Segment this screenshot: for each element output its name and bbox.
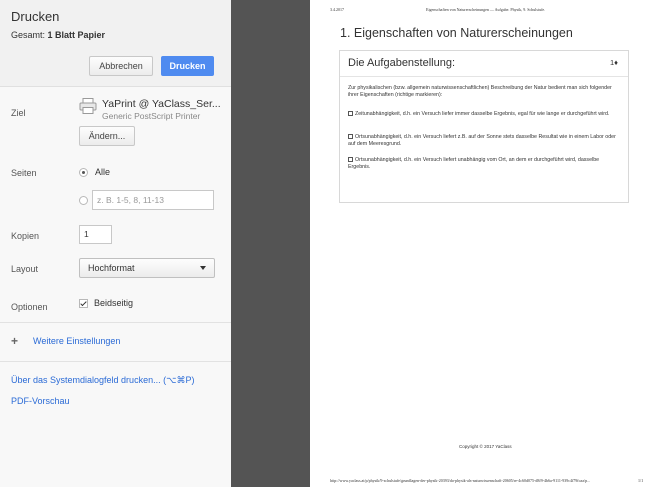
system-dialog-link[interactable]: Über das Systemdialogfeld drucken... (⌥⌘P) [11, 375, 195, 385]
preview-gutter [231, 0, 310, 487]
destination-label: Ziel [11, 108, 26, 118]
divider [0, 322, 231, 323]
plus-icon[interactable]: + [11, 334, 19, 348]
pages-all-label: Alle [95, 167, 111, 177]
task-title: Die Aufgabenstellung: [348, 57, 456, 69]
divider [340, 76, 628, 77]
more-settings-link[interactable]: Weitere Einstellungen [33, 336, 121, 346]
task-option-text: Ortsunabhängigkeit, d.h. ein Versuch liefert unabhängig vom Ort, an dem er durchgeführt wird, dasselbe Ergebnis. [348, 157, 600, 170]
checkbox-icon [348, 134, 353, 139]
pdf-preview-link[interactable]: PDF-Vorschau [11, 396, 70, 406]
checkbox-icon [348, 111, 353, 116]
printer-type: Generic PostScript Printer [102, 111, 201, 121]
dialog-title: Drucken [11, 9, 60, 24]
printer-name: YaPrint @ YaClass_Ser... [102, 98, 221, 110]
task-option-3 [348, 157, 618, 171]
printer-icon [79, 97, 97, 115]
pages-all-radio[interactable] [79, 168, 88, 177]
duplex-checkbox[interactable] [79, 299, 88, 308]
print-header [0, 0, 231, 87]
layout-label: Layout [11, 264, 39, 274]
print-settings-sidebar [0, 0, 231, 487]
print-header-title: Eigenschaften von Naturerscheinungen — Aufgabe. Physik, 9. Schulstufe. [426, 7, 546, 12]
checkbox-icon [348, 157, 353, 162]
page-preview [310, 0, 658, 487]
change-destination-button[interactable]: Ändern... [79, 126, 135, 146]
options-label: Optionen [11, 302, 48, 312]
task-option-text: Ortsunabhängigkeit, d.h. ein Versuch liefert z.B. auf der Sonne stets dasselbe Resultat wie in einem Labor oder auf dem Meeresgrund. [348, 134, 616, 147]
cancel-button[interactable]: Abbrechen [89, 56, 153, 76]
divider [0, 361, 231, 362]
task-option-2 [348, 134, 618, 148]
page-range-input[interactable]: z. B. 1-5, 8, 11-13 [92, 190, 214, 210]
total-sheets [11, 30, 105, 40]
task-box [339, 50, 629, 203]
layout-select[interactable] [79, 258, 215, 278]
pages-label: Seiten [11, 168, 37, 178]
total-label: Gesamt: [11, 30, 46, 40]
print-button[interactable]: Drucken [161, 56, 214, 76]
settings-body [0, 87, 231, 487]
task-points: 1♦ [610, 58, 618, 67]
copies-label: Kopien [11, 231, 40, 241]
layout-value: Hochformat [88, 263, 135, 273]
print-date: 3.4.2017 [330, 7, 344, 12]
total-value: 1 Blatt Papier [47, 30, 106, 40]
copyright: Copyright © 2017 YaClass [459, 444, 512, 449]
document-heading: 1. Eigenschaften von Naturerscheinungen [340, 26, 573, 40]
chevron-down-icon [200, 266, 206, 270]
print-url: http://www.yaclass.at/p/physik/9-schulstufe/grundlagen-der-physik-20393/da-physik-als-naturwissenschaft-20605/re-4c60d075-d8f9-4b6a-9111-939c4f79fcaa/p... [330, 478, 591, 483]
duplex-label: Beidseitig [94, 298, 134, 308]
task-option-1 [348, 111, 618, 118]
pages-range-radio[interactable] [79, 196, 88, 205]
task-intro: Zur physikalischen (bzw. allgemein naturwissenschaftlichen) Beschreibung der Natur bedient man sich folgender ihrer Eigenschaften (richtige markieren): [348, 85, 612, 98]
task-option-text: Zeitunabhängigkeit, d.h. ein Versuch liefer immer dasselbe Ergebnis, egal für wie lange er durchgeführt wird. [355, 111, 610, 117]
copies-input[interactable]: 1 [79, 225, 112, 244]
page-number: 1/1 [638, 478, 644, 483]
